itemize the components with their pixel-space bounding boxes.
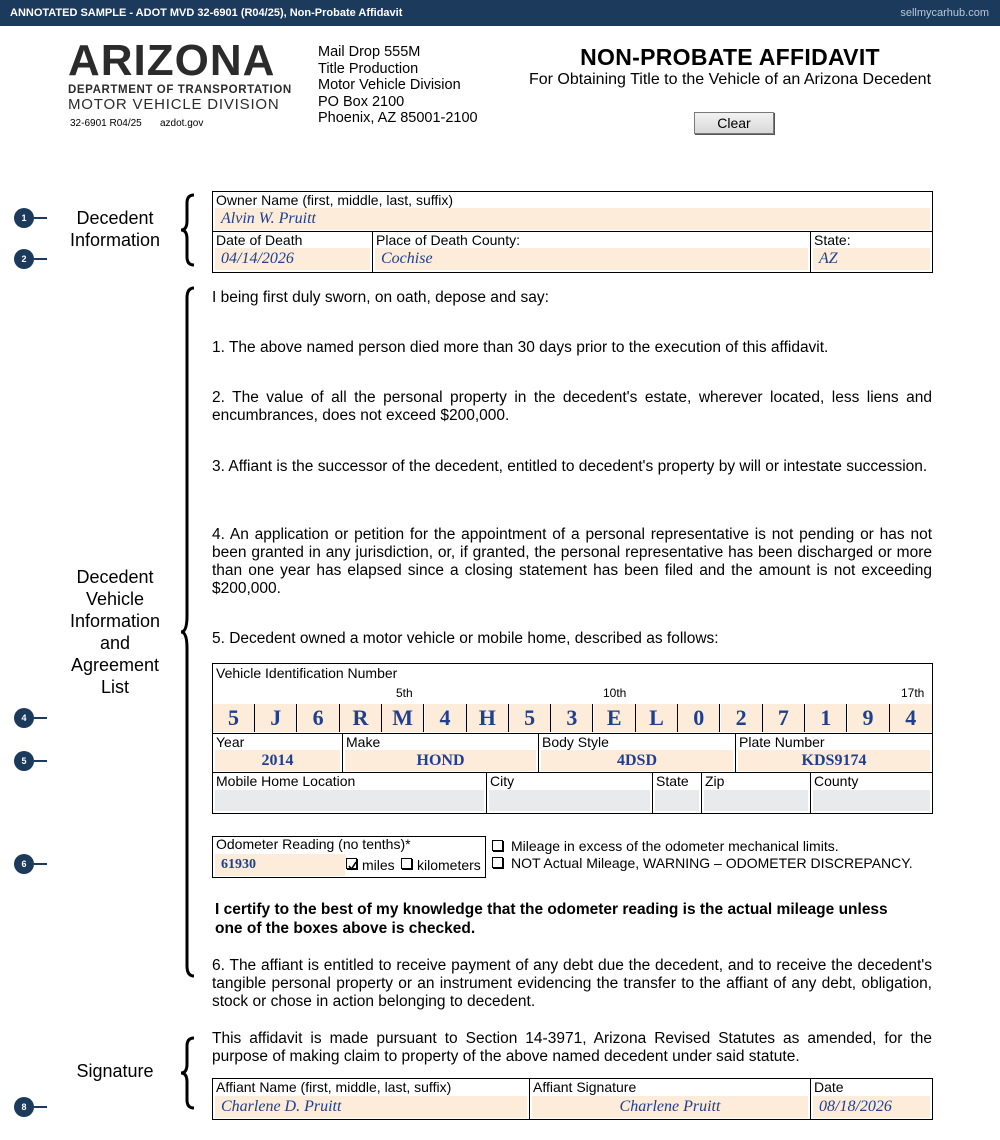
banner-site: sellmycarhub.com — [900, 7, 989, 19]
form-number: 32-6901 R04/25 — [70, 118, 142, 129]
section-label-vehicle-information: Decedent Vehicle Information and Agreement List — [69, 567, 161, 697]
plate-number-label: Plate Number — [739, 734, 825, 750]
vin-character-6[interactable]: 4 — [425, 704, 467, 732]
year-field[interactable]: 2014 — [215, 750, 340, 771]
address-line: Motor Vehicle Division — [318, 77, 461, 93]
vin-character-12[interactable]: 0 — [678, 704, 720, 732]
brace-signature — [180, 1036, 198, 1110]
death-state-field[interactable]: AZ — [813, 248, 930, 270]
vin-character-17[interactable]: 4 — [890, 704, 932, 732]
vehicle-info-box — [212, 663, 933, 814]
vin-5th-marker: 5th — [396, 686, 413, 700]
address-line: Mail Drop 555M — [318, 44, 421, 60]
mh-county-label: County — [814, 773, 859, 789]
address-line: Title Production — [318, 60, 419, 77]
mh-county-cell — [811, 773, 932, 813]
form-subtitle: For Obtaining Title to the Vehicle of an Arizona Decedent — [528, 71, 932, 88]
kilometers-label: kilometers — [417, 857, 481, 873]
zip-label: Zip — [705, 773, 725, 789]
vin-character-11[interactable]: L — [636, 704, 678, 732]
vin-character-14[interactable]: 7 — [763, 704, 805, 732]
affiant-signature-field[interactable]: Charlene Pruitt — [532, 1096, 808, 1118]
oath-intro: I being first duly sworn, on oath, depose and say: — [212, 289, 549, 306]
affiant-name-field[interactable]: Charlene D. Pruitt — [215, 1096, 527, 1118]
clear-button[interactable]: Clear — [694, 112, 774, 134]
logo-dept: DEPARTMENT OF TRANSPORTATION — [68, 84, 292, 96]
vin-character-10[interactable]: E — [594, 704, 636, 732]
vin-label: Vehicle Identification Number — [216, 665, 398, 681]
affiant-name-label: Affiant Name (first, middle, last, suffix) — [216, 1079, 452, 1095]
mh-county-field[interactable] — [813, 790, 930, 811]
mh-state-label: State — [656, 773, 689, 789]
statement-4: 4. An application or petition for the appointment of a personal representative is not pending or has not been granted in any jurisdiction, or, if granted, the personal representative has been discharged or more than one year has elapsed since a closing statement has been filed and the amount is not exceeding $200,000. — [212, 526, 932, 597]
zip-field[interactable] — [704, 790, 808, 811]
not-actual-mileage-checkbox[interactable] — [492, 857, 503, 868]
body-style-label: Body Style — [542, 734, 609, 750]
owner-name-label: Owner Name (first, middle, last, suffix) — [216, 192, 454, 208]
odometer-field[interactable]: 61930 — [215, 854, 345, 876]
city-field[interactable] — [489, 790, 650, 811]
check-icon — [347, 861, 358, 872]
address-line: Phoenix, AZ 85001-2100 — [318, 110, 478, 126]
death-county-cell — [373, 232, 810, 272]
mh-state-cell — [653, 773, 701, 813]
vin-10th-marker: 10th — [603, 686, 627, 700]
not-actual-mileage-label: NOT Actual Mileage, WARNING – ODOMETER DISCREPANCY. — [511, 855, 913, 871]
statement-2: 2. The value of all the personal property in the decedent's estate, wherever located, less liens and encumbrances, does not exceed $200,000. — [212, 389, 932, 424]
statement-1: 1. The above named person died more than 30 days prior to the execution of this affidavit. — [212, 339, 829, 356]
statement-5: 5. Decedent owned a motor vehicle or mobile home, described as follows: — [212, 630, 719, 647]
affiant-box — [212, 1078, 933, 1120]
make-label: Make — [346, 734, 381, 750]
year-cell — [213, 734, 342, 772]
miles-label: miles — [362, 857, 395, 873]
section-label-decedent-information: Decedent Information — [69, 208, 161, 250]
vin-character-5[interactable]: M — [382, 704, 424, 732]
mailing-address — [318, 44, 478, 127]
plate-number-field[interactable]: KDS9174 — [738, 750, 930, 771]
city-cell — [487, 773, 652, 813]
death-county-field[interactable]: Cochise — [375, 248, 808, 270]
affiant-date-label: Date — [814, 1079, 844, 1095]
vin-character-13[interactable]: 2 — [721, 704, 763, 732]
death-county-label: Place of Death County: — [376, 232, 520, 248]
logo-mvd: MOTOR VEHICLE DIVISION — [68, 96, 280, 113]
odometer-certification: I certify to the best of my knowledge that the odometer reading is the actual mileage unless one of the boxes above is checked. — [215, 901, 888, 937]
death-state-cell — [811, 232, 932, 272]
kilometers-checkbox[interactable] — [401, 858, 412, 869]
statement-6: 6. The affiant is entitled to receive payment of any debt due the decedent, and to receive the decedent's tangible personal property or an instrument evidencing the transfer to the affiant of any debt, obligation, stock or chose in action belonging to decedent. — [212, 957, 932, 1010]
brace-vehicle — [180, 286, 198, 978]
owner-name-field[interactable]: Alvin W. Pruitt — [215, 208, 930, 230]
form-title: NON-PROBATE AFFIDAVIT — [580, 44, 880, 70]
city-label: City — [490, 773, 515, 789]
affiant-date-cell — [811, 1079, 932, 1119]
vin-character-2[interactable]: J — [255, 704, 297, 732]
vin-character-3[interactable]: 6 — [298, 704, 340, 732]
odometer-label: Odometer Reading (no tenths)* — [216, 836, 411, 852]
website: azdot.gov — [160, 118, 204, 129]
affiant-date-field[interactable]: 08/18/2026 — [813, 1096, 930, 1118]
mobile-home-location-field[interactable] — [215, 790, 484, 811]
adot-logo — [68, 36, 302, 113]
make-cell — [343, 734, 538, 772]
vin-character-15[interactable]: 1 — [805, 704, 847, 732]
statement-3: 3. Affiant is the successor of the decedent, entitled to decedent's property by will or intestate succession. — [212, 458, 928, 475]
banner-title: ANNOTATED SAMPLE - ADOT MVD 32-6901 (R04/25), Non-Probate Affidavit — [10, 7, 403, 19]
top-banner — [0, 0, 1000, 26]
statute-statement: This affidavit is made pursuant to Section 14-3971, Arizona Revised Statutes as amended, for the purpose of making claim to property of the above named decedent under said statute. — [212, 1030, 932, 1065]
mh-state-field[interactable] — [655, 790, 699, 811]
logo-wordmark: ARIZONA — [68, 36, 276, 85]
affiant-name-cell — [213, 1079, 529, 1119]
vin-character-7[interactable]: H — [467, 704, 509, 732]
death-state-label: State: — [814, 232, 851, 248]
plate-number-cell — [736, 734, 932, 772]
zip-cell — [702, 773, 810, 813]
mobile-home-location-cell — [213, 773, 486, 813]
decedent-info-box — [212, 191, 933, 273]
brace-decedent — [180, 193, 198, 267]
year-label: Year — [216, 734, 245, 750]
affiant-signature-cell — [530, 1079, 810, 1119]
owner-name-cell — [213, 192, 932, 231]
vin-character-4[interactable]: R — [340, 704, 382, 732]
section-label-signature: Signature — [76, 1061, 154, 1081]
odometer-box — [212, 836, 486, 878]
date-of-death-cell — [213, 232, 372, 272]
make-field[interactable]: HOND — [345, 750, 536, 771]
vin-character-9[interactable]: 3 — [551, 704, 593, 732]
miles-checkbox[interactable] — [346, 858, 357, 869]
excess-mileage-checkbox[interactable] — [492, 840, 503, 851]
affiant-signature-label: Affiant Signature — [533, 1079, 637, 1095]
vin-17th-marker: 17th — [901, 686, 925, 700]
vin-character-16[interactable]: 9 — [848, 704, 890, 732]
mobile-home-location-label: Mobile Home Location — [216, 773, 356, 789]
address-line: PO Box 2100 — [318, 93, 405, 110]
body-style-field[interactable]: 4DSD — [541, 750, 733, 771]
date-of-death-field[interactable]: 04/14/2026 — [215, 248, 370, 270]
excess-mileage-label: Mileage in excess of the odometer mechanical limits. — [511, 838, 839, 854]
vin-character-8[interactable]: 5 — [509, 704, 551, 732]
vin-character-1[interactable]: 5 — [213, 704, 255, 732]
date-of-death-label: Date of Death — [216, 232, 303, 248]
body-style-cell — [539, 734, 735, 772]
